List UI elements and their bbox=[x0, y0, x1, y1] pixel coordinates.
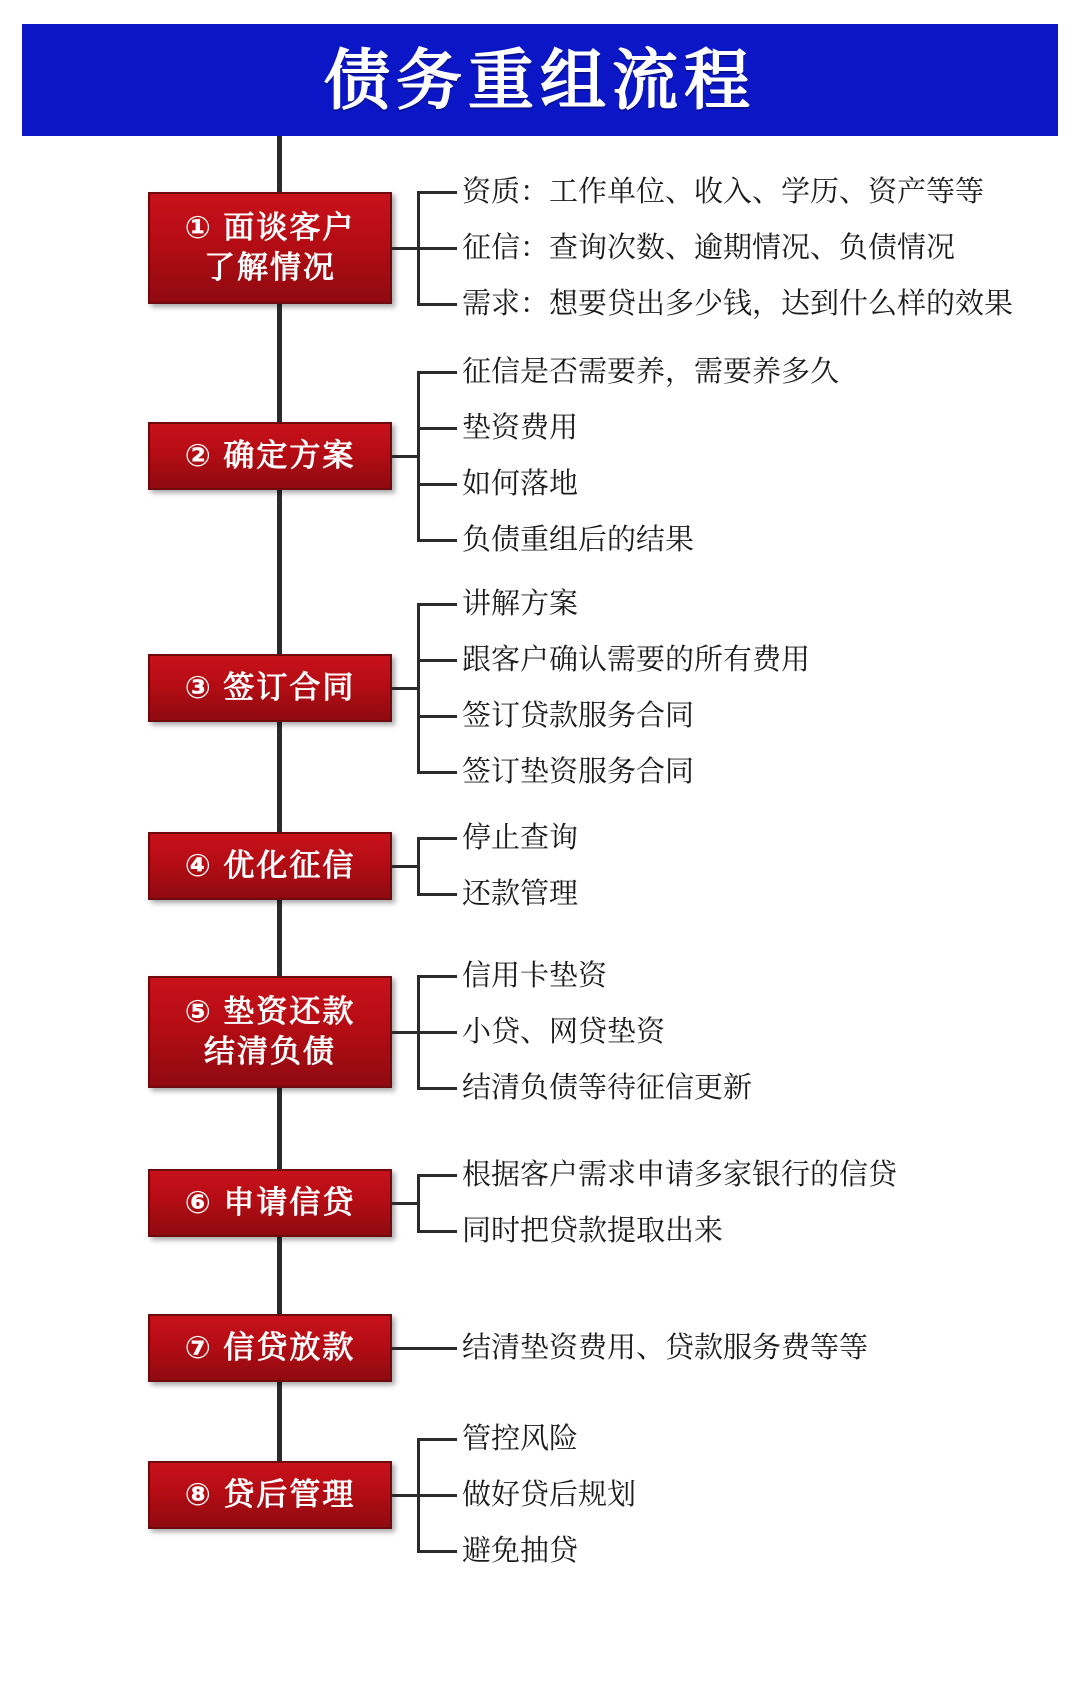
step-label: ⑥ 申请信贷 bbox=[184, 1185, 356, 1220]
detail-branch bbox=[417, 1230, 457, 1233]
detail-branch bbox=[417, 1087, 457, 1090]
detail-text: 资质：工作单位、收入、学历、资产等等 bbox=[462, 176, 985, 208]
flow-spine bbox=[277, 136, 282, 1496]
detail-text: 停止查询 bbox=[462, 822, 579, 854]
detail-branch bbox=[417, 191, 457, 194]
detail-text: 同时把贷款提取出来 bbox=[462, 1215, 724, 1247]
step-label: ③ 签订合同 bbox=[184, 670, 356, 705]
step-label: 了解情况 bbox=[204, 250, 336, 285]
detail-text: 征信：查询次数、逾期情况、负债情况 bbox=[462, 232, 956, 264]
step-box-3[interactable] bbox=[148, 654, 392, 722]
detail-branch bbox=[417, 771, 457, 774]
detail-text: 讲解方案 bbox=[462, 588, 579, 620]
step-box-6[interactable] bbox=[148, 1169, 392, 1237]
detail-text: 签订垫资服务合同 bbox=[462, 756, 695, 788]
detail-branch bbox=[417, 1347, 457, 1350]
detail-branch bbox=[417, 1438, 457, 1441]
detail-bracket bbox=[417, 1175, 420, 1231]
detail-trunk bbox=[392, 1202, 419, 1205]
step-label: ② 确定方案 bbox=[184, 438, 356, 473]
detail-text: 还款管理 bbox=[462, 878, 579, 910]
detail-trunk bbox=[392, 1347, 419, 1350]
step-label: ④ 优化征信 bbox=[184, 848, 356, 883]
detail-trunk bbox=[392, 865, 419, 868]
step-box-4[interactable] bbox=[148, 832, 392, 900]
detail-trunk bbox=[392, 247, 419, 250]
detail-bracket bbox=[417, 838, 420, 894]
detail-branch bbox=[417, 1174, 457, 1177]
step-label: ⑧ 贷后管理 bbox=[184, 1477, 356, 1512]
detail-text: 根据客户需求申请多家银行的信贷 bbox=[462, 1159, 898, 1191]
detail-trunk bbox=[392, 687, 419, 690]
detail-bracket bbox=[417, 604, 420, 772]
detail-branch bbox=[417, 837, 457, 840]
detail-text: 负债重组后的结果 bbox=[462, 524, 695, 556]
detail-trunk bbox=[392, 455, 419, 458]
detail-branch bbox=[417, 1494, 457, 1497]
detail-branch bbox=[417, 659, 457, 662]
step-box-2[interactable] bbox=[148, 422, 392, 490]
detail-text: 签订贷款服务合同 bbox=[462, 700, 695, 732]
page-title-banner bbox=[22, 24, 1058, 136]
step-label: ⑤ 垫资还款 bbox=[184, 994, 356, 1029]
detail-text: 结清垫资费用、贷款服务费等等 bbox=[462, 1332, 869, 1364]
detail-text: 信用卡垫资 bbox=[462, 960, 608, 992]
detail-branch bbox=[417, 603, 457, 606]
step-box-1[interactable] bbox=[148, 192, 392, 304]
detail-trunk bbox=[392, 1494, 419, 1497]
detail-text: 结清负债等待征信更新 bbox=[462, 1072, 753, 1104]
detail-text: 跟客户确认需要的所有费用 bbox=[462, 644, 811, 676]
step-box-7[interactable] bbox=[148, 1314, 392, 1382]
detail-text: 垫资费用 bbox=[462, 412, 579, 444]
page-title: 债务重组流程 bbox=[324, 43, 756, 117]
detail-branch bbox=[417, 715, 457, 718]
detail-branch bbox=[417, 247, 457, 250]
detail-text: 小贷、网贷垫资 bbox=[462, 1016, 666, 1048]
detail-branch bbox=[417, 539, 457, 542]
detail-branch bbox=[417, 483, 457, 486]
detail-text: 避免抽贷 bbox=[462, 1535, 579, 1567]
detail-branch bbox=[417, 1031, 457, 1034]
detail-branch bbox=[417, 975, 457, 978]
detail-text: 征信是否需要养，需要养多久 bbox=[462, 356, 840, 388]
detail-text: 如何落地 bbox=[462, 468, 579, 500]
detail-branch bbox=[417, 371, 457, 374]
detail-branch bbox=[417, 427, 457, 430]
detail-text: 管控风险 bbox=[462, 1423, 579, 1455]
detail-text: 做好贷后规划 bbox=[462, 1479, 637, 1511]
detail-text: 需求：想要贷出多少钱，达到什么样的效果 bbox=[462, 288, 1014, 320]
detail-branch bbox=[417, 1550, 457, 1553]
step-label: 结清负债 bbox=[204, 1034, 336, 1069]
detail-branch bbox=[417, 303, 457, 306]
step-box-8[interactable] bbox=[148, 1461, 392, 1529]
detail-branch bbox=[417, 893, 457, 896]
step-label: ⑦ 信贷放款 bbox=[184, 1330, 356, 1365]
step-label: ① 面谈客户 bbox=[184, 210, 356, 245]
detail-trunk bbox=[392, 1031, 419, 1034]
detail-bracket bbox=[417, 372, 420, 540]
step-box-5[interactable] bbox=[148, 976, 392, 1088]
